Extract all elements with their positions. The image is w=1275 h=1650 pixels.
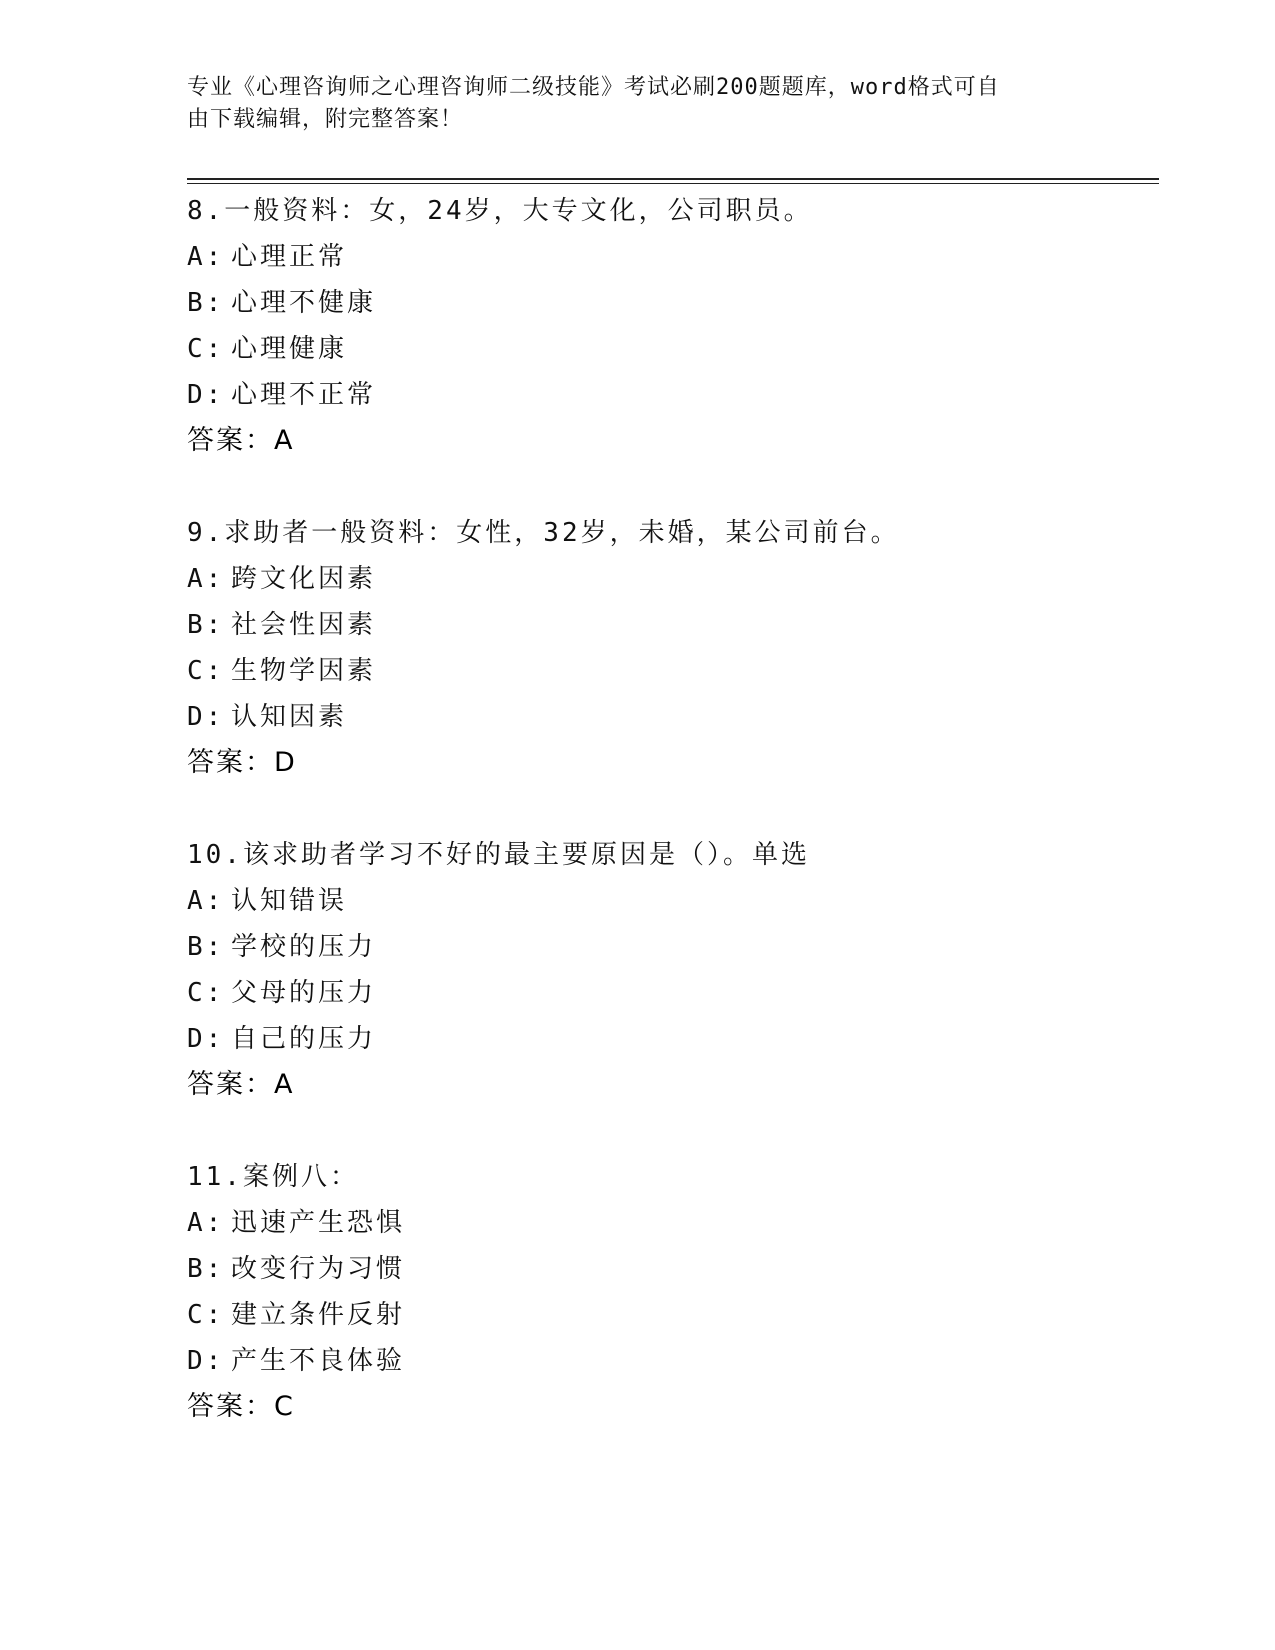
option-text: 产生不良体验 (231, 1346, 406, 1376)
option-c (187, 648, 1159, 694)
document-header (187, 72, 1087, 136)
option-b (187, 924, 1159, 970)
option-text: 认知错误 (231, 886, 348, 916)
option-c (187, 1292, 1159, 1338)
option-a (187, 234, 1159, 280)
question-title: 8.一般资料：女，24岁，大专文化，公司职员。 (187, 196, 813, 226)
option-d (187, 1338, 1159, 1384)
option-c (187, 326, 1159, 372)
option-key: B: (187, 1254, 225, 1284)
option-text: 认知因素 (231, 702, 348, 732)
option-key: A: (187, 886, 225, 916)
option-key: A: (187, 242, 225, 272)
option-c (187, 970, 1159, 1016)
question-title: 11.案例八： (187, 1162, 359, 1192)
question-10 (187, 832, 1159, 1108)
option-text: 心理正常 (231, 242, 348, 272)
header-rule-thick (187, 178, 1159, 180)
answer-line: 答案：A (187, 425, 295, 456)
option-key: B: (187, 932, 225, 962)
option-text: 跨文化因素 (231, 564, 377, 594)
question-title: 9.求助者一般资料：女性，32岁，未婚，某公司前台。 (187, 518, 900, 548)
option-key: C: (187, 334, 225, 364)
header-line-1: 专业《心理咨询师之心理咨询师二级技能》考试必刷200题题库，word格式可自 (187, 75, 1000, 100)
option-a (187, 878, 1159, 924)
question-11 (187, 1154, 1159, 1430)
option-d (187, 372, 1159, 418)
option-key: A: (187, 1208, 225, 1238)
option-key: B: (187, 288, 225, 318)
option-text: 自己的压力 (231, 1024, 377, 1054)
option-key: D: (187, 380, 225, 410)
option-text: 学校的压力 (231, 932, 377, 962)
header-rule-thin (187, 183, 1159, 184)
option-key: D: (187, 1024, 225, 1054)
option-key: C: (187, 978, 225, 1008)
option-text: 建立条件反射 (231, 1300, 406, 1330)
option-key: B: (187, 610, 225, 640)
option-d (187, 1016, 1159, 1062)
question-8 (187, 188, 1159, 464)
option-a (187, 556, 1159, 602)
option-key: C: (187, 656, 225, 686)
question-title: 10.该求助者学习不好的最主要原因是（）。单选 (187, 840, 810, 870)
option-key: D: (187, 1346, 225, 1376)
option-text: 社会性因素 (231, 610, 377, 640)
option-b (187, 1246, 1159, 1292)
option-key: D: (187, 702, 225, 732)
option-key: A: (187, 564, 225, 594)
question-9 (187, 510, 1159, 786)
option-key: C: (187, 1300, 225, 1330)
option-text: 父母的压力 (231, 978, 377, 1008)
question-list (187, 188, 1159, 1476)
option-text: 心理健康 (231, 334, 348, 364)
option-text: 改变行为习惯 (231, 1254, 406, 1284)
option-b (187, 280, 1159, 326)
option-text: 心理不正常 (231, 380, 377, 410)
option-text: 迅速产生恐惧 (231, 1208, 406, 1238)
answer-line: 答案：D (187, 747, 297, 778)
option-d (187, 694, 1159, 740)
header-line-2: 由下载编辑，附完整答案！ (187, 107, 464, 132)
option-a (187, 1200, 1159, 1246)
option-text: 心理不健康 (231, 288, 377, 318)
answer-line: 答案：C (187, 1391, 295, 1422)
answer-line: 答案：A (187, 1069, 295, 1100)
option-b (187, 602, 1159, 648)
option-text: 生物学因素 (231, 656, 377, 686)
